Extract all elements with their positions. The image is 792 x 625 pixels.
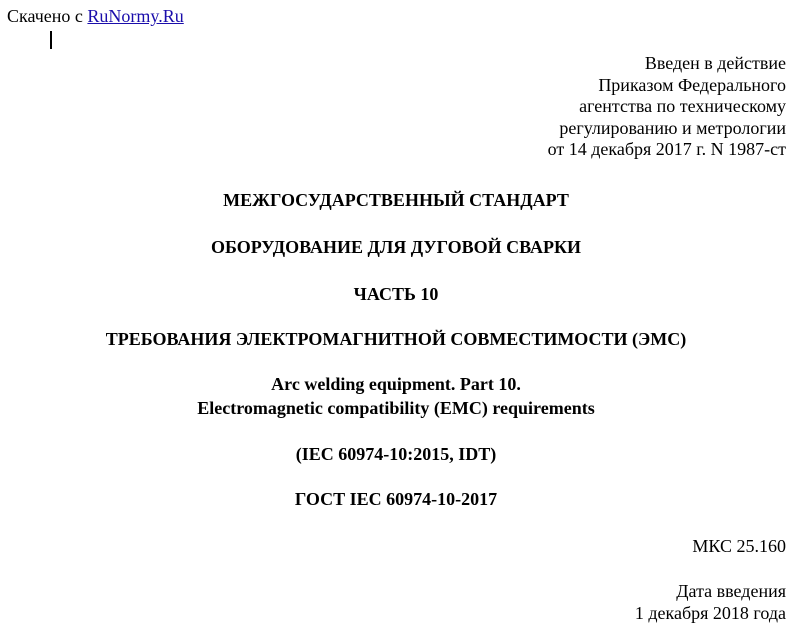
- enactment-note: [548, 53, 786, 161]
- enactment-line-1: Введен в действие: [644, 53, 786, 73]
- subtitle-heading: ТРЕБОВАНИЯ ЭЛЕКТРОМАГНИТНОЙ СОВМЕСТИМОСТИ (ЭМС): [105, 329, 687, 349]
- enactment-line-5: от 14 декабря 2017 г. N 1987-ст: [547, 139, 786, 159]
- iec-reference: (IEC 60974-10:2015, IDT): [295, 444, 497, 464]
- mks-code: МКС 25.160: [692, 536, 786, 556]
- enactment-line-3: агентства по техническому: [579, 96, 786, 116]
- enactment-line-4: регулированию и метрологии: [559, 117, 786, 138]
- english-title-line-2: Electromagnetic compatibility (EMC) requirements: [197, 398, 595, 418]
- effective-date-label: Дата введения: [676, 581, 786, 601]
- effective-date-value: 1 декабря 2018 года: [634, 603, 786, 623]
- part-heading: ЧАСТЬ 10: [353, 284, 439, 304]
- enactment-line-2: Приказом Федерального: [598, 74, 786, 95]
- standard-type-heading: МЕЖГОСУДАРСТВЕННЫЙ СТАНДАРТ: [223, 190, 569, 210]
- effective-date-block: [635, 580, 786, 624]
- gost-code: ГОСТ IEC 60974-10-2017: [294, 489, 498, 509]
- standard-name-heading: ОБОРУДОВАНИЕ ДЛЯ ДУГОВОЙ СВАРКИ: [210, 237, 582, 257]
- english-title-line-1: Arc welding equipment. Part 10.: [271, 374, 521, 394]
- runormy-link[interactable]: RuNormy.Ru: [87, 6, 184, 26]
- download-prefix: Скачено с: [7, 6, 83, 26]
- text-cursor: [50, 31, 52, 49]
- download-source: [7, 5, 184, 27]
